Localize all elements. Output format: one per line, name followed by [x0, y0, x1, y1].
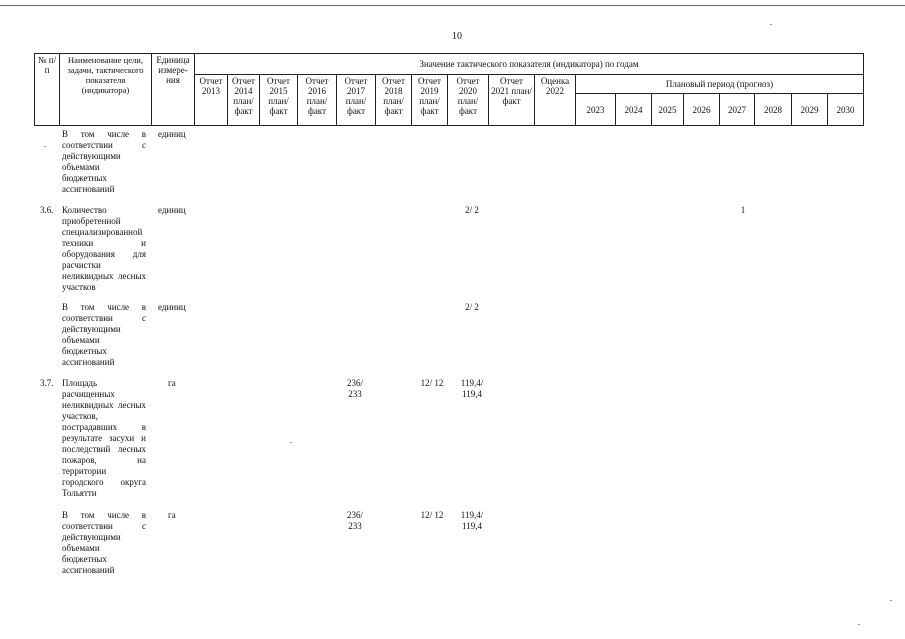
indicator-table-header: [34, 53, 864, 126]
page-top-border: [0, 5, 905, 6]
header-name: Наименование цели, задачи, тактического показателя (индикатора): [60, 54, 152, 126]
row-unit: га: [168, 510, 176, 520]
header-report-2016: Отчет 2016 план/ факт: [298, 75, 337, 126]
header-report-2014: Отчет 2014 план/ факт: [228, 75, 260, 126]
row-name: Количество приобретенной специализированной техники и оборудования для расчистки неликвидных лесных участков: [62, 205, 146, 292]
row-name: Площадь расчищенных неликвидных лесных участков, пострадавших в результате засухи и последствий лесных пожаров, на территории городского округа Тольятти: [62, 378, 146, 498]
row-value-2017: 236/ 233: [346, 510, 363, 531]
header-estimate-2022: Оценка 2022: [535, 75, 576, 126]
header-year-2028: 2028: [755, 94, 792, 126]
row-num: 3.7.: [40, 378, 54, 388]
row-value-2020: 2/ 2: [465, 302, 479, 312]
row-value-2020: 119,4/ 119,4: [460, 378, 484, 399]
header-report-2013: Отчет 2013: [195, 75, 228, 126]
header-year-2027: 2027: [720, 94, 755, 126]
row-value-2020: 2/ 2: [465, 205, 479, 215]
header-report-2018: Отчет 2018 план/ факт: [376, 75, 412, 126]
row-num: 3.6.: [40, 205, 54, 215]
row-value-2027: 1: [740, 205, 746, 215]
header-year-2026: 2026: [684, 94, 720, 126]
header-year-2024: 2024: [616, 94, 652, 126]
row-value-2020: 119,4/ 119,4: [460, 510, 484, 531]
row-value-2019: 12/ 12: [420, 510, 444, 520]
row-unit: единиц: [158, 205, 186, 215]
header-report-2019: Отчет 2019 план/ факт: [412, 75, 448, 126]
row-name: В том числе в соответствии с действующими объемами бюджетных ассигнований: [62, 129, 146, 194]
row-value-2017: 236/ 233: [346, 378, 363, 399]
header-report-2021: Отчет 2021 план/ факт: [489, 75, 535, 126]
header-num: № п/п: [35, 54, 60, 126]
row-unit: единиц: [158, 129, 186, 139]
row-value-2019: 12/ 12: [420, 378, 444, 388]
row-unit: единиц: [158, 302, 186, 312]
header-year-2025: 2025: [652, 94, 684, 126]
header-report-2015: Отчет 2015 план/ факт: [260, 75, 298, 126]
row-name: В том числе в соответствии с действующими объемами бюджетных ассигнований: [62, 510, 146, 575]
header-year-2023: 2023: [576, 94, 616, 126]
header-unit: Единица измере-ния: [152, 54, 195, 126]
header-values: Значение тактического показателя (индикатора) по годам: [195, 54, 864, 75]
page-number: 10: [452, 31, 462, 42]
row-unit: га: [168, 378, 176, 388]
header-year-2029: 2029: [792, 94, 828, 126]
row-name: В том числе в соответствии с действующими объемами бюджетных ассигнований: [62, 302, 146, 367]
header-year-2030: 2030: [828, 94, 864, 126]
header-report-2017: Отчет 2017 план/ факт: [337, 75, 376, 126]
header-report-2020: Отчет 2020 план/ факт: [448, 75, 489, 126]
header-plan-period: Плановый период (прогноз): [576, 75, 864, 94]
